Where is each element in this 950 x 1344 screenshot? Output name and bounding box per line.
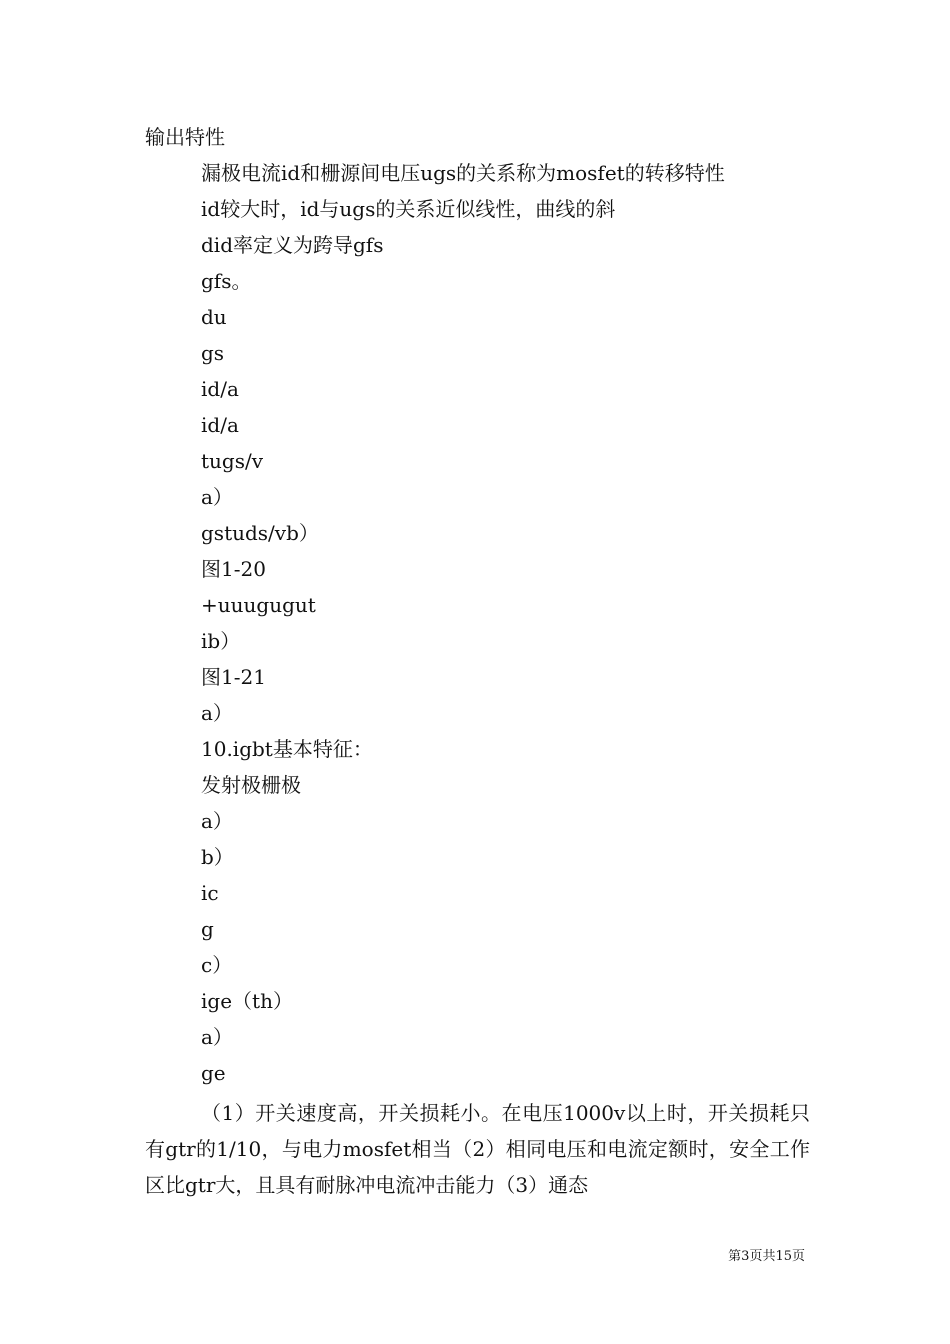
text-line: 发射极栅极 <box>201 773 301 797</box>
text-line: gstuds/vb） <box>201 521 319 545</box>
text-line: a） <box>201 1025 233 1049</box>
text-line: a） <box>201 809 233 833</box>
text-line: gs <box>201 341 225 365</box>
body-paragraph: （1）开关速度高，开关损耗小。在电压1000v以上时，开关损耗只有gtr的1/10，与电力mosfet相当（2）相同电压和电流定额时，安全工作区比gtr大，且具有耐脉冲电流冲击能力（3）通态 <box>145 1101 810 1197</box>
text-line: ib） <box>201 629 241 653</box>
text-line: g <box>201 917 214 941</box>
text-line: id较大时，id与ugs的关系近似线性，曲线的斜 <box>201 197 616 221</box>
text-line: tugs/v <box>201 449 264 473</box>
figure-caption: 图1-21 <box>201 665 266 689</box>
text-line: a） <box>201 485 233 509</box>
text-line: a） <box>201 701 233 725</box>
text-line: id/a <box>201 413 239 437</box>
section-heading: 输出特性 <box>145 125 225 149</box>
text-line: gfs。 <box>201 269 252 293</box>
text-line: ic <box>201 881 219 905</box>
text-line: du <box>201 305 227 329</box>
page-number-footer: 第3页共15页 <box>728 1249 805 1264</box>
text-line: c） <box>201 953 233 977</box>
subsection-heading: 10.igbt基本特征： <box>201 737 373 761</box>
figure-caption: 图1-20 <box>201 557 266 581</box>
text-line: 漏极电流id和栅源间电压ugs的关系称为mosfet的转移特性 <box>201 161 725 185</box>
text-line: id/a <box>201 377 239 401</box>
text-line: did率定义为跨导gfs <box>201 233 384 257</box>
text-line: +uuugugut <box>201 593 316 617</box>
text-line: ige（th） <box>201 989 293 1013</box>
text-line: b） <box>201 845 234 869</box>
text-line: ge <box>201 1061 226 1085</box>
